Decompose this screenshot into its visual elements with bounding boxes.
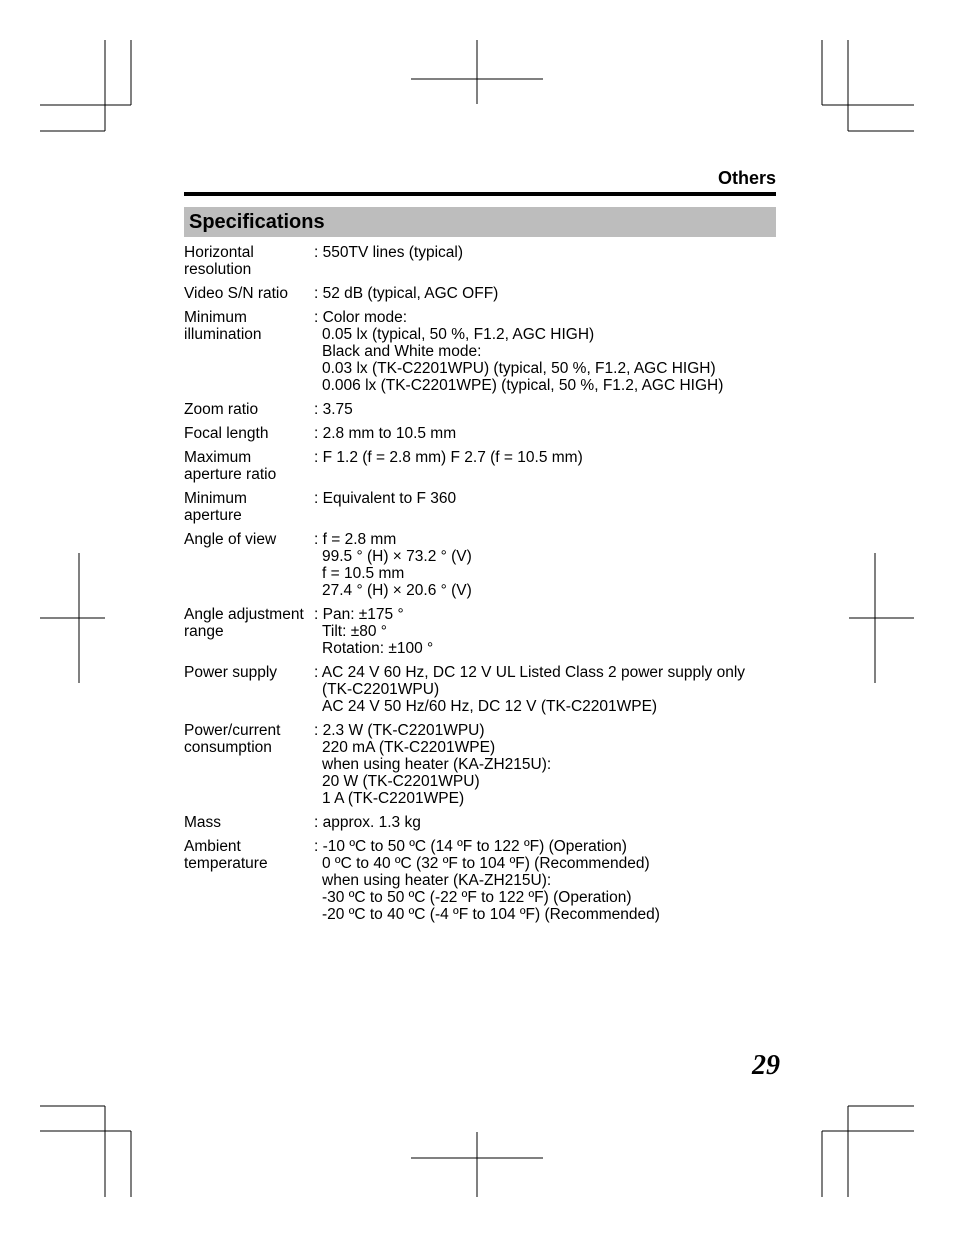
spec-values bbox=[314, 606, 784, 657]
spec-label: Maximum aperture ratio bbox=[184, 449, 277, 483]
spec-value-line: 220 mA (TK-C2201WPE) bbox=[322, 739, 496, 756]
spec-row bbox=[184, 401, 784, 418]
spec-value-line: : -10 ºC to 50 ºC (14 ºF to 122 ºF) (Operation) bbox=[314, 838, 627, 855]
spec-value-line: -30 ºC to 50 ºC (-22 ºF to 122 ºF) (Operation) bbox=[322, 889, 632, 906]
header-rule bbox=[184, 192, 776, 196]
spec-value-line: when using heater (KA-ZH215U): bbox=[322, 872, 552, 889]
spec-value-line: 0.006 lx (TK-C2201WPE) (typical, 50 %, F1.2, AGC HIGH) bbox=[322, 377, 724, 394]
spec-values bbox=[314, 425, 784, 442]
spec-row bbox=[184, 449, 784, 483]
spec-label: Horizontal resolution bbox=[184, 244, 254, 278]
spec-value-line: : Equivalent to F 360 bbox=[314, 490, 457, 507]
spec-label: Focal length bbox=[184, 425, 269, 442]
spec-value-line: 20 W (TK-C2201WPU) bbox=[322, 773, 480, 790]
page-title: Specifications bbox=[184, 207, 776, 237]
spec-values bbox=[314, 814, 784, 831]
spec-label: Minimum illumination bbox=[184, 309, 262, 343]
spec-values bbox=[314, 722, 784, 807]
spec-value-line: 27.4 ° (H) × 20.6 ° (V) bbox=[322, 582, 472, 599]
spec-table bbox=[184, 244, 784, 930]
spec-label: Minimum aperture bbox=[184, 490, 247, 524]
spec-value-line: : Color mode: bbox=[314, 309, 408, 326]
spec-value-line: : 550TV lines (typical) bbox=[314, 244, 464, 261]
spec-value-line: Rotation: ±100 ° bbox=[322, 640, 434, 657]
spec-value-line: AC 24 V 50 Hz/60 Hz, DC 12 V (TK-C2201WPE) bbox=[322, 698, 658, 715]
spec-label: Video S/N ratio bbox=[184, 285, 288, 302]
spec-values bbox=[314, 838, 784, 923]
spec-label: Zoom ratio bbox=[184, 401, 259, 418]
spec-values bbox=[314, 401, 784, 418]
spec-value-line: : F 1.2 (f = 2.8 mm) F 2.7 (f = 10.5 mm) bbox=[314, 449, 583, 466]
spec-label: Mass bbox=[184, 814, 222, 831]
spec-value-line: : 2.8 mm to 10.5 mm bbox=[314, 425, 457, 442]
spec-values bbox=[314, 309, 784, 394]
spec-row bbox=[184, 285, 784, 302]
spec-value-line: 0.05 lx (typical, 50 %, F1.2, AGC HIGH) bbox=[322, 326, 595, 343]
spec-row bbox=[184, 722, 784, 807]
spec-value-line: -20 ºC to 40 ºC (-4 ºF to 104 ºF) (Recommended) bbox=[322, 906, 660, 923]
spec-values bbox=[314, 244, 784, 278]
spec-label: Angle of view bbox=[184, 531, 277, 548]
spec-values bbox=[314, 490, 784, 524]
spec-value-line: 0.03 lx (TK-C2201WPU) (typical, 50 %, F1.2, AGC HIGH) bbox=[322, 360, 716, 377]
section-label: Others bbox=[717, 168, 776, 188]
spec-row bbox=[184, 490, 784, 524]
spec-label: Ambient temperature bbox=[184, 838, 268, 872]
spec-value-line: : 2.3 W (TK-C2201WPU) bbox=[314, 722, 485, 739]
spec-value-line: Black and White mode: bbox=[322, 343, 482, 360]
spec-label: Power/current consumption bbox=[184, 722, 281, 756]
spec-row bbox=[184, 309, 784, 394]
spec-label: Power supply bbox=[184, 664, 278, 681]
spec-row bbox=[184, 425, 784, 442]
spec-row bbox=[184, 606, 784, 657]
spec-value-line: when using heater (KA-ZH215U): bbox=[322, 756, 552, 773]
spec-value-line: 0 ºC to 40 ºC (32 ºF to 104 ºF) (Recommended) bbox=[322, 855, 650, 872]
spec-row bbox=[184, 838, 784, 923]
spec-value-line: f = 10.5 mm bbox=[322, 565, 405, 582]
spec-value-line: : f = 2.8 mm bbox=[314, 531, 397, 548]
spec-row bbox=[184, 244, 784, 278]
spec-value-line: : 52 dB (typical, AGC OFF) bbox=[314, 285, 499, 302]
spec-row bbox=[184, 664, 784, 715]
spec-value-line: : approx. 1.3 kg bbox=[314, 814, 421, 831]
spec-values bbox=[314, 531, 784, 599]
page-number: 29 bbox=[752, 1050, 780, 1081]
spec-value-line: Tilt: ±80 ° bbox=[322, 623, 387, 640]
spec-row bbox=[184, 531, 784, 599]
spec-value-line: 1 A (TK-C2201WPE) bbox=[322, 790, 465, 807]
spec-label: Angle adjustment range bbox=[184, 606, 304, 640]
spec-value-line: : Pan: ±175 ° bbox=[314, 606, 404, 623]
spec-values bbox=[314, 285, 784, 302]
spec-values bbox=[314, 664, 784, 715]
spec-value-line: (TK-C2201WPU) bbox=[322, 681, 440, 698]
spec-value-line: 99.5 ° (H) × 73.2 ° (V) bbox=[322, 548, 472, 565]
spec-value-line: : 3.75 bbox=[314, 401, 353, 418]
spec-row bbox=[184, 814, 784, 831]
spec-values bbox=[314, 449, 784, 483]
spec-value-line: : AC 24 V 60 Hz, DC 12 V UL Listed Class 2 power supply only bbox=[314, 664, 746, 681]
